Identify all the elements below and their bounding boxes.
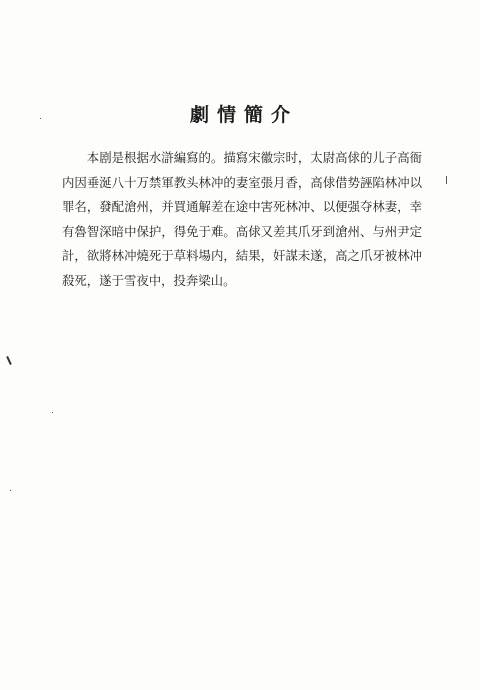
synopsis-body (62, 146, 422, 294)
scan-speck (52, 412, 53, 413)
document-title: 劇情簡介 (189, 104, 298, 126)
scan-speck (446, 176, 447, 184)
synopsis-paragraph: 本剧是根据水滸編寫的。描寫宋徽宗时，太尉高俅的儿子高衙内因垂涎八十万禁軍教头林冲的妻室張月香，高俅借势誣陷林冲以罪名，發配滄州，并買通解差在途中害死林冲、以便强夺林妻，幸有魯智深暗中保护，得免于难。高俅又差其爪牙到滄州、与州尹定計，欲將林冲燒死于草料場内，結果，奸謀未遂，高之爪牙被林冲殺死，遂于雪夜中，投奔梁山。 (62, 150, 422, 288)
scan-speck (40, 118, 41, 119)
scan-mark (6, 356, 12, 365)
scan-speck (10, 490, 11, 491)
